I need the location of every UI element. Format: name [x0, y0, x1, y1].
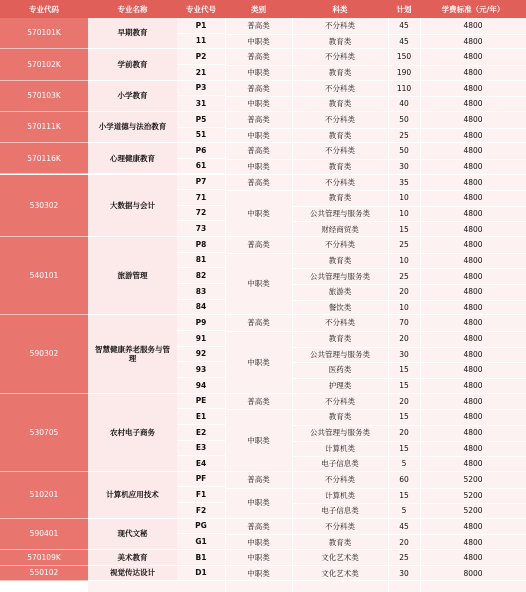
subject-type: 不分科类 — [325, 318, 355, 328]
header-name: 专业名称 — [88, 0, 177, 18]
major-subcode: E4 — [177, 456, 225, 472]
tuition-fee: 4800 — [463, 334, 483, 344]
subject-type: 医药类 — [328, 365, 352, 375]
plan-count: 30 — [399, 161, 409, 171]
major-subcode: P5 — [177, 112, 225, 128]
column-divider — [388, 18, 389, 592]
major-subcode: PG — [177, 519, 225, 535]
subject-type: 教育类 — [328, 161, 352, 171]
major-name: 小学道德与法治教育 — [88, 112, 177, 143]
category: 中职类 — [247, 279, 270, 289]
tuition-fee: 5200 — [463, 506, 483, 516]
row-divider — [292, 456, 526, 457]
category: 中职类 — [247, 99, 270, 109]
row-divider — [292, 409, 526, 410]
major-code: 510201 — [0, 472, 88, 519]
tuition-fee: 4800 — [463, 271, 483, 281]
row-divider — [225, 190, 292, 191]
major-code: 550102 — [0, 566, 88, 582]
subject-type: 教育类 — [328, 412, 352, 422]
major-subcode: F1 — [177, 488, 225, 504]
subject-type: 公共管理与服务类 — [310, 428, 370, 438]
row-divider — [225, 96, 292, 97]
row-divider — [292, 347, 526, 348]
major-name: 大数据与会计 — [88, 175, 177, 238]
category: 普高类 — [247, 21, 270, 31]
row-divider — [292, 221, 526, 222]
major-subcode: 94 — [177, 378, 225, 394]
category: 中职类 — [247, 498, 270, 508]
major-divider — [88, 580, 526, 581]
subject-type: 电子信息类 — [321, 459, 359, 469]
column-divider — [420, 18, 421, 592]
subject-type: 教育类 — [328, 99, 352, 109]
plan-count: 10 — [399, 208, 409, 218]
subject-type: 餐饮类 — [328, 302, 352, 312]
tuition-fee: 4800 — [463, 83, 483, 93]
row-divider — [225, 331, 292, 332]
major-subcode: F2 — [177, 503, 225, 519]
tuition-fee: 4800 — [463, 381, 483, 391]
header-fee: 学费标准（元/年） — [420, 0, 526, 18]
tuition-fee: 4800 — [463, 521, 483, 531]
row-divider — [225, 488, 292, 489]
major-code: 570103K — [0, 81, 88, 112]
major-code: 590302 — [0, 315, 88, 393]
tuition-fee: 4800 — [463, 224, 483, 234]
subject-type: 不分科类 — [325, 521, 355, 531]
subject-type: 教育类 — [328, 130, 352, 140]
major-subcode: PF — [177, 472, 225, 488]
major-code: 530705 — [0, 394, 88, 472]
row-divider — [292, 300, 526, 301]
major-name: 旅游管理 — [88, 237, 177, 315]
major-name: 农村电子商务 — [88, 394, 177, 472]
subject-type: 教育类 — [328, 36, 352, 46]
plan-count: 25 — [399, 271, 409, 281]
subject-type: 不分科类 — [325, 83, 355, 93]
plan-count: 70 — [399, 318, 409, 328]
major-subcode: 73 — [177, 221, 225, 237]
tuition-fee: 8000 — [463, 568, 483, 578]
row-divider — [292, 488, 526, 489]
plan-count: 20 — [399, 537, 409, 547]
plan-count: 15 — [399, 365, 409, 375]
subject-type: 文化艺术类 — [321, 553, 359, 563]
plan-count: 10 — [399, 193, 409, 203]
row-divider — [292, 190, 526, 191]
tuition-fee: 4800 — [463, 193, 483, 203]
subject-type: 不分科类 — [325, 177, 355, 187]
tuition-fee: 4800 — [463, 208, 483, 218]
tuition-fee: 4800 — [463, 412, 483, 422]
subject-type: 旅游类 — [328, 287, 352, 297]
tuition-fee: 4800 — [463, 287, 483, 297]
major-subcode: 82 — [177, 268, 225, 284]
major-subcode: E3 — [177, 441, 225, 457]
plan-count: 20 — [399, 428, 409, 438]
tuition-fee: 5200 — [463, 490, 483, 500]
plan-count: 40 — [399, 99, 409, 109]
major-subcode: P2 — [177, 49, 225, 65]
header-kl: 科类 — [292, 0, 388, 18]
subject-type: 公共管理与服务类 — [310, 349, 370, 359]
subject-type: 教育类 — [328, 193, 352, 203]
major-subcode: 93 — [177, 362, 225, 378]
subject-type: 教育类 — [328, 537, 352, 547]
major-name: 美术教育 — [88, 550, 177, 566]
major-code: 570111K — [0, 112, 88, 143]
subject-type: 不分科类 — [325, 146, 355, 156]
major-subcode: P3 — [177, 81, 225, 97]
tuition-fee: 4800 — [463, 537, 483, 547]
plan-count: 10 — [399, 302, 409, 312]
plan-count: 30 — [399, 349, 409, 359]
major-name: 智慧健康养老服务与管理 — [88, 315, 177, 393]
major-subcode: G1 — [177, 534, 225, 550]
category: 中职类 — [247, 68, 270, 78]
tuition-fee: 4800 — [463, 302, 483, 312]
tuition-fee: 4800 — [463, 177, 483, 187]
tuition-fee: 4800 — [463, 146, 483, 156]
header-sub: 专业代号 — [177, 0, 225, 18]
plan-count: 45 — [399, 21, 409, 31]
row-divider — [225, 65, 292, 66]
subject-type: 电子信息类 — [321, 506, 359, 516]
row-divider — [292, 441, 526, 442]
tuition-fee: 4800 — [463, 68, 483, 78]
plan-count: 25 — [399, 130, 409, 140]
subject-type: 不分科类 — [325, 240, 355, 250]
major-code: 530302 — [0, 175, 88, 238]
major-subcode: 81 — [177, 253, 225, 269]
major-code: 590401 — [0, 519, 88, 550]
category: 中职类 — [247, 208, 270, 218]
plan-count: 5 — [401, 506, 407, 516]
major-name: 计算机应用技术 — [88, 472, 177, 519]
plan-count: 15 — [399, 490, 409, 500]
tuition-fee: 4800 — [463, 130, 483, 140]
major-subcode: P1 — [177, 18, 225, 34]
row-divider — [292, 425, 526, 426]
tuition-fee: 4800 — [463, 52, 483, 62]
subject-type: 不分科类 — [325, 115, 355, 125]
plan-count: 10 — [399, 255, 409, 265]
category: 普高类 — [247, 146, 270, 156]
category: 普高类 — [247, 521, 270, 531]
category: 普高类 — [247, 240, 270, 250]
row-divider — [292, 503, 526, 504]
category: 中职类 — [247, 537, 270, 547]
tuition-fee: 4800 — [463, 21, 483, 31]
subject-type: 教育类 — [328, 334, 352, 344]
major-subcode: 91 — [177, 331, 225, 347]
category: 中职类 — [247, 568, 270, 578]
major-code: 570101K — [0, 18, 88, 49]
major-code: 540101 — [0, 237, 88, 315]
tuition-fee: 4800 — [463, 115, 483, 125]
plan-count: 20 — [399, 334, 409, 344]
major-subcode: P7 — [177, 175, 225, 191]
row-divider — [292, 534, 526, 535]
major-name: 早期教育 — [88, 18, 177, 49]
tuition-fee: 4800 — [463, 318, 483, 328]
major-subcode: 31 — [177, 96, 225, 112]
category: 中职类 — [247, 36, 270, 46]
tuition-fee: 4800 — [463, 443, 483, 453]
tuition-fee: 5200 — [463, 474, 483, 484]
tuition-fee: 4800 — [463, 459, 483, 469]
major-subcode: PE — [177, 394, 225, 410]
subject-type: 公共管理与服务类 — [310, 271, 370, 281]
tuition-fee: 4800 — [463, 428, 483, 438]
row-divider — [292, 96, 526, 97]
tuition-fee: 4800 — [463, 36, 483, 46]
row-divider — [225, 128, 292, 129]
header-cat: 类别 — [225, 0, 292, 18]
category: 普高类 — [247, 52, 270, 62]
category: 普高类 — [247, 474, 270, 484]
plan-count: 60 — [399, 474, 409, 484]
major-subcode: 71 — [177, 190, 225, 206]
category: 中职类 — [247, 161, 270, 171]
tuition-fee: 4800 — [463, 255, 483, 265]
row-divider — [292, 128, 526, 129]
major-subcode: P6 — [177, 143, 225, 159]
tuition-fee: 4800 — [463, 553, 483, 563]
tuition-fee: 4800 — [463, 240, 483, 250]
subject-type: 不分科类 — [325, 52, 355, 62]
subject-type: 教育类 — [328, 68, 352, 78]
subject-type: 计算机类 — [325, 443, 355, 453]
row-divider — [292, 362, 526, 363]
plan-count: 35 — [399, 177, 409, 187]
plan-count: 110 — [396, 83, 412, 93]
plan-count: 150 — [396, 52, 412, 62]
plan-count: 15 — [399, 412, 409, 422]
major-name: 心理健康教育 — [88, 143, 177, 174]
major-subcode: 84 — [177, 300, 225, 316]
subject-type: 教育类 — [328, 255, 352, 265]
subject-type: 不分科类 — [325, 21, 355, 31]
row-divider — [292, 268, 526, 269]
subject-type: 不分科类 — [325, 396, 355, 406]
major-subcode: 61 — [177, 159, 225, 175]
header-plan: 计划 — [388, 0, 420, 18]
row-divider — [225, 534, 292, 535]
plan-count: 15 — [399, 443, 409, 453]
major-code: 570102K — [0, 49, 88, 80]
major-code: 570116K — [0, 143, 88, 174]
major-code: 570109K — [0, 550, 88, 566]
row-divider — [292, 378, 526, 379]
major-subcode: 92 — [177, 347, 225, 363]
tuition-fee: 4800 — [463, 349, 483, 359]
major-name: 现代文秘 — [88, 519, 177, 550]
major-name: 学前教育 — [88, 49, 177, 80]
plan-count: 30 — [399, 568, 409, 578]
category: 中职类 — [247, 553, 270, 563]
row-divider — [225, 34, 292, 35]
category: 中职类 — [247, 357, 270, 367]
major-subcode: E1 — [177, 409, 225, 425]
row-divider — [292, 206, 526, 207]
major-subcode: 72 — [177, 206, 225, 222]
plan-count: 20 — [399, 396, 409, 406]
category: 普高类 — [247, 318, 270, 328]
row-divider — [225, 253, 292, 254]
tuition-fee: 4800 — [463, 161, 483, 171]
row-divider — [292, 34, 526, 35]
major-subcode: 11 — [177, 34, 225, 50]
row-divider — [292, 284, 526, 285]
plan-count: 25 — [399, 553, 409, 563]
major-name: 视觉传达设计 — [88, 566, 177, 582]
plan-count: 15 — [399, 224, 409, 234]
major-subcode: P9 — [177, 315, 225, 331]
plan-count: 190 — [396, 68, 412, 78]
row-divider — [225, 159, 292, 160]
major-subcode: D1 — [177, 566, 225, 582]
plan-count: 45 — [399, 36, 409, 46]
plan-count: 20 — [399, 287, 409, 297]
major-subcode: E2 — [177, 425, 225, 441]
header-code: 专业代码 — [0, 0, 88, 18]
plan-count: 25 — [399, 240, 409, 250]
subject-type: 不分科类 — [325, 474, 355, 484]
category: 普高类 — [247, 115, 270, 125]
plan-count: 45 — [399, 521, 409, 531]
plan-count: 50 — [399, 115, 409, 125]
row-divider — [292, 65, 526, 66]
major-subcode: B1 — [177, 550, 225, 566]
row-divider — [225, 409, 292, 410]
tuition-fee: 4800 — [463, 365, 483, 375]
major-subcode: 21 — [177, 65, 225, 81]
major-name: 小学教育 — [88, 81, 177, 112]
category: 普高类 — [247, 83, 270, 93]
column-divider — [292, 18, 293, 592]
subject-type: 财经商贸类 — [321, 224, 359, 234]
row-divider — [292, 331, 526, 332]
major-subcode: 51 — [177, 128, 225, 144]
plan-count: 5 — [401, 459, 407, 469]
major-subcode: P8 — [177, 237, 225, 253]
tuition-fee: 4800 — [463, 99, 483, 109]
category: 普高类 — [247, 396, 270, 406]
row-divider — [292, 253, 526, 254]
subject-type: 文化艺术类 — [321, 568, 359, 578]
category: 普高类 — [247, 177, 270, 187]
major-subcode: 83 — [177, 284, 225, 300]
row-divider — [292, 159, 526, 160]
category: 中职类 — [247, 435, 270, 445]
subject-type: 公共管理与服务类 — [310, 208, 370, 218]
plan-count: 50 — [399, 146, 409, 156]
subject-type: 计算机类 — [325, 490, 355, 500]
column-divider — [225, 18, 226, 592]
plan-count: 15 — [399, 381, 409, 391]
tuition-fee: 4800 — [463, 396, 483, 406]
category: 中职类 — [247, 130, 270, 140]
subject-type: 护理类 — [328, 381, 352, 391]
